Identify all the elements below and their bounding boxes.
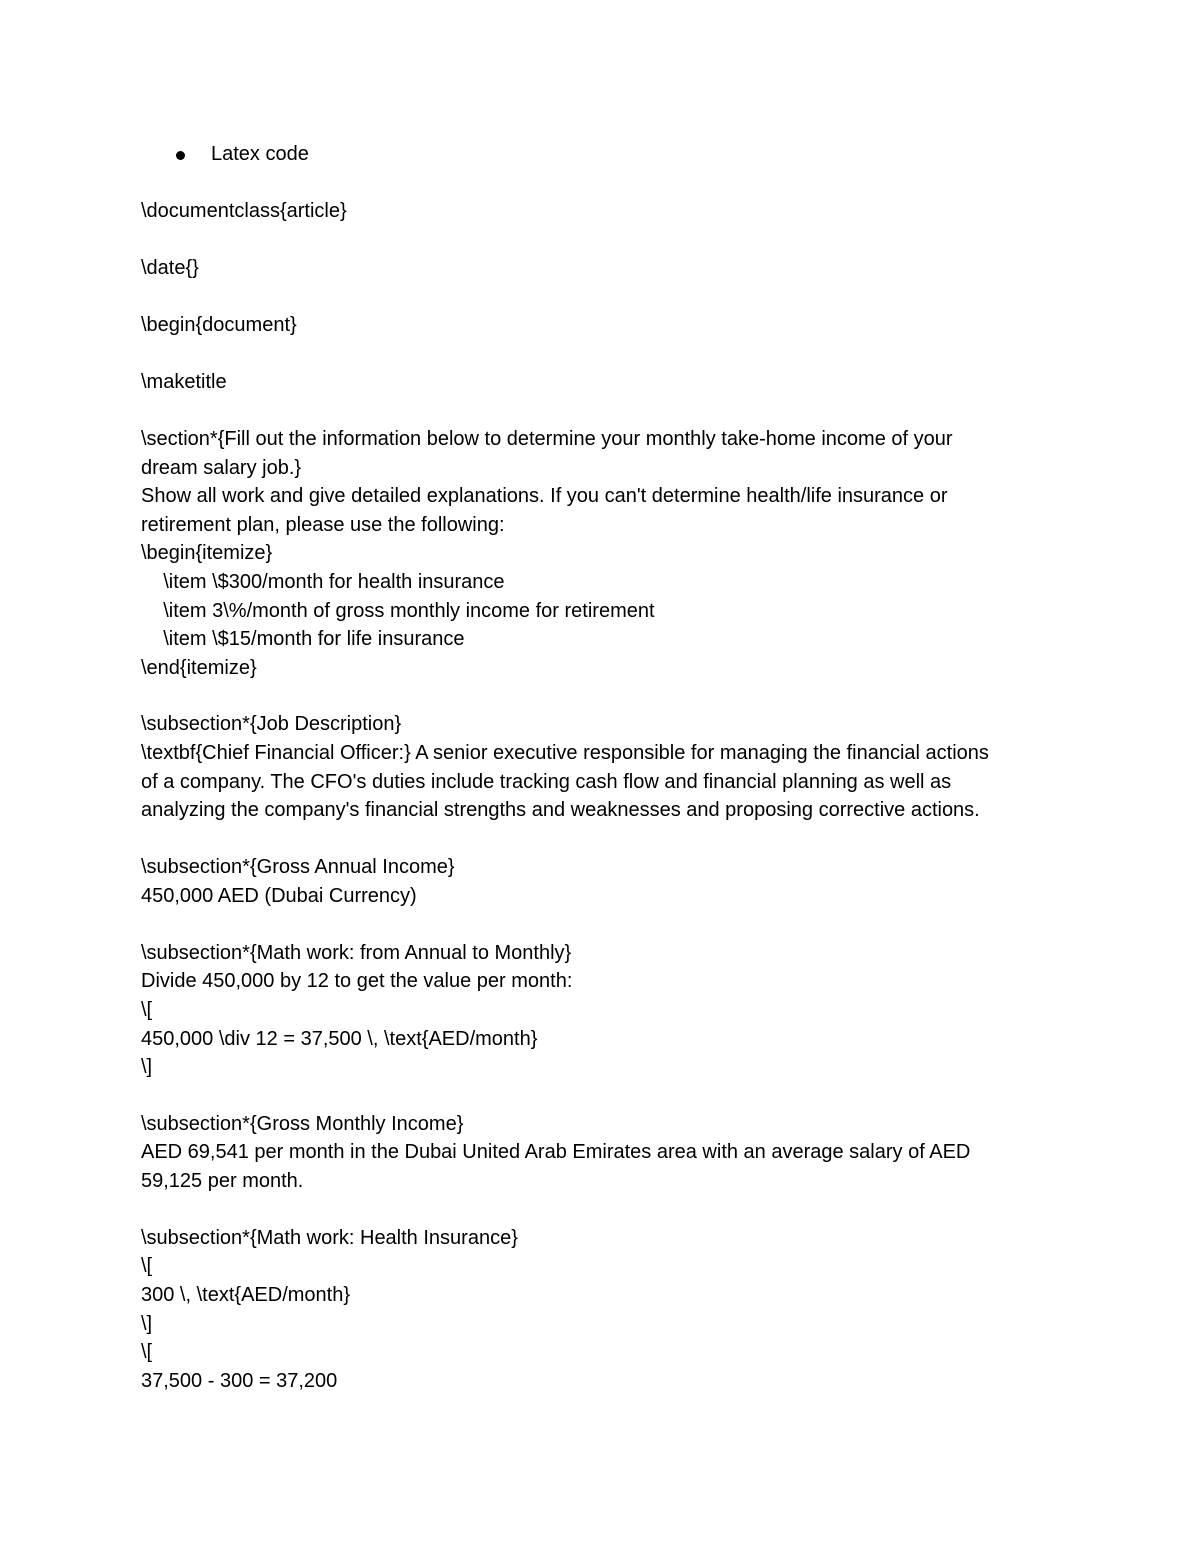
text-line: 450,000 AED (Dubai Currency) xyxy=(141,885,417,907)
text-line: \item \$300/month for health insurance xyxy=(141,571,505,593)
text-line: \begin{document} xyxy=(141,314,297,336)
text-line: \subsection*{Job Description} xyxy=(141,713,402,735)
text-line: Divide 450,000 by 12 to get the value per month: xyxy=(141,970,573,992)
text-line: dream salary job.} xyxy=(141,457,302,479)
text-line: \] xyxy=(141,1056,153,1078)
bullet-dot-icon xyxy=(176,151,185,160)
bullet-list-item xyxy=(176,142,309,166)
text-line: \documentclass{article} xyxy=(141,200,347,222)
text-line: \section*{Fill out the information below to determine your monthly take-home income of your xyxy=(141,428,953,450)
text-line: 300 \, \text{AED/month} xyxy=(141,1284,351,1306)
text-line: \item \$15/month for life insurance xyxy=(141,628,465,650)
text-line: \] xyxy=(141,1313,153,1335)
bullet-label: Latex code xyxy=(211,143,309,165)
text-line: Show all work and give detailed explanations. If you can't determine health/life insurance or xyxy=(141,485,948,507)
text-line: \textbf{Chief Financial Officer:} A senior executive responsible for managing the financial actions xyxy=(141,742,989,764)
text-line: of a company. The CFO's duties include tracking cash flow and financial planning as well as xyxy=(141,771,952,793)
text-line: \subsection*{Math work: from Annual to Monthly} xyxy=(141,942,572,964)
text-line: retirement plan, please use the following: xyxy=(141,514,505,536)
text-line: \date{} xyxy=(141,257,199,279)
text-line: \maketitle xyxy=(141,371,227,393)
text-line: \item 3\%/month of gross monthly income for retirement xyxy=(141,600,655,622)
text-line: \subsection*{Gross Annual Income} xyxy=(141,856,455,878)
text-line: AED 69,541 per month in the Dubai United Arab Emirates area with an average salary of AED xyxy=(141,1141,971,1163)
text-line: \[ xyxy=(141,999,153,1021)
text-line: 450,000 \div 12 = 37,500 \, \text{AED/month} xyxy=(141,1028,538,1050)
text-line: \begin{itemize} xyxy=(141,542,273,564)
text-line: \end{itemize} xyxy=(141,657,257,679)
text-line: \subsection*{Math work: Health Insurance} xyxy=(141,1227,518,1249)
text-line: \[ xyxy=(141,1341,153,1363)
text-line: \subsection*{Gross Monthly Income} xyxy=(141,1113,464,1135)
text-line: analyzing the company's financial strengths and weaknesses and proposing corrective actions. xyxy=(141,799,980,821)
text-line: 59,125 per month. xyxy=(141,1170,304,1192)
text-line: 37,500 - 300 = 37,200 xyxy=(141,1370,338,1392)
text-line: \[ xyxy=(141,1255,153,1277)
